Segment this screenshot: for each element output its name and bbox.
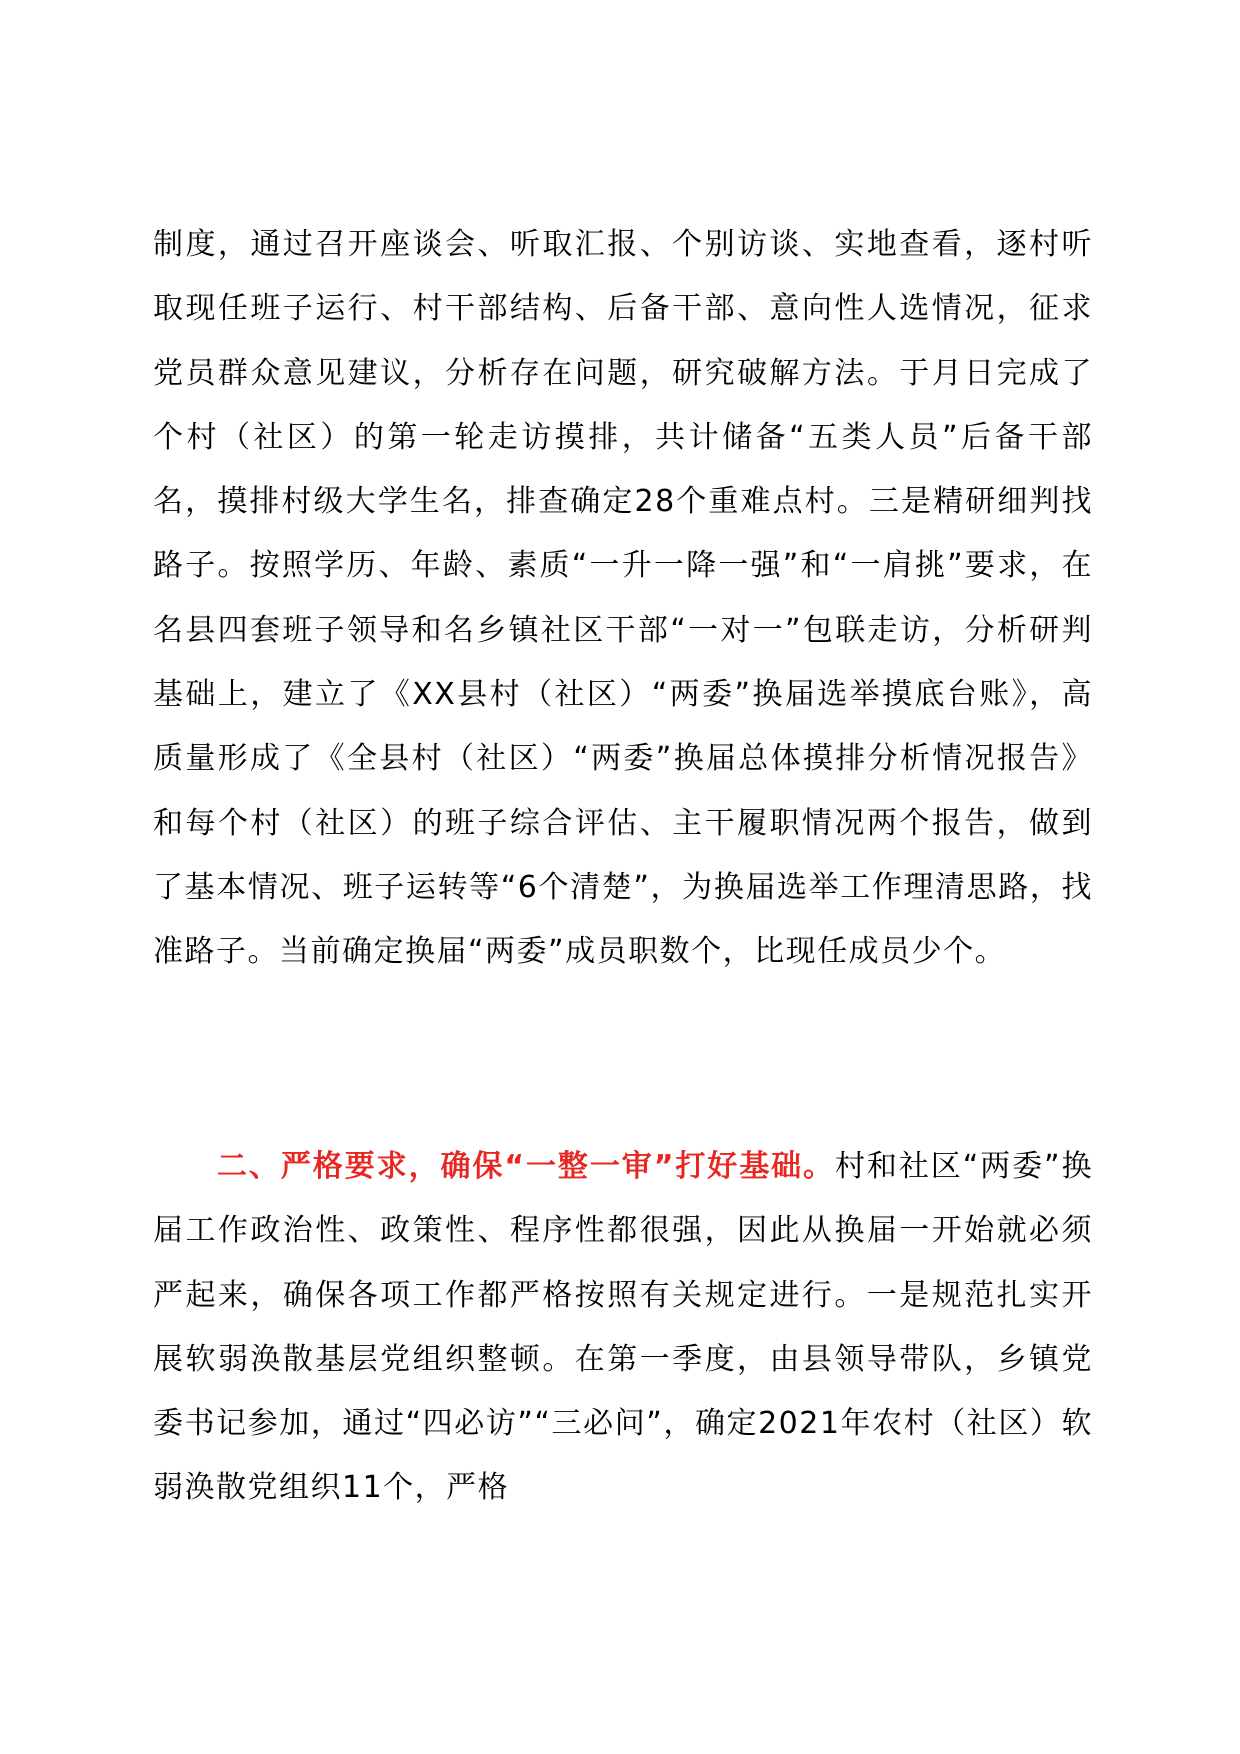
section-heading: 二、严格要求，确保“一整一审”打好基础。 [217, 1149, 835, 1184]
body-paragraph-1: 制度，通过召开座谈会、听取汇报、个别访谈、实地查看，逐村听取现任班子运行、村干部结构、后备干部、意向性人选情况，征求党员群众意见建议，分析存在问题，研究破解方法。于月日完成了个村（社区）的第一轮走访摸排，共计储备“五类人员”后备干部名，摸排村级大学生名，排查确定28个重难点村。三是精研细判找路子。按照学历、年龄、素质“一升一降一强”和“一肩挑”要求，在名县四套班子领导和名乡镇社区干部“一对一”包联走访，分析研判基础上，建立了《XX县村（社区）“两委”换届选举摸底台账》，高质量形成了《全县村（社区）“两委”换届总体摸排分析情况报告》和每个村（社区）的班子综合评估、主干履职情况两个报告，做到了基本情况、班子运转等“6个清楚”，为换届选举工作理清思路，找准路子。当前确定换届“两委”成员职数个，比现任成员少个。 [153, 227, 1093, 970]
section-body-text: 村和社区“两委”换届工作政治性、政策性、程序性都很强，因此从换届一开始就必须严起来，确保各项工作都严格按照有关规定进行。一是规范扎实开展软弱涣散基层党组织整顿。在第一季度，由县领导带队，乡镇党委书记参加，通过“四必访”“三必问”，确定2021年农村（社区）软弱涣散党组织11个，严格 [153, 1149, 1093, 1506]
body-paragraph-2 [153, 1135, 1093, 1521]
